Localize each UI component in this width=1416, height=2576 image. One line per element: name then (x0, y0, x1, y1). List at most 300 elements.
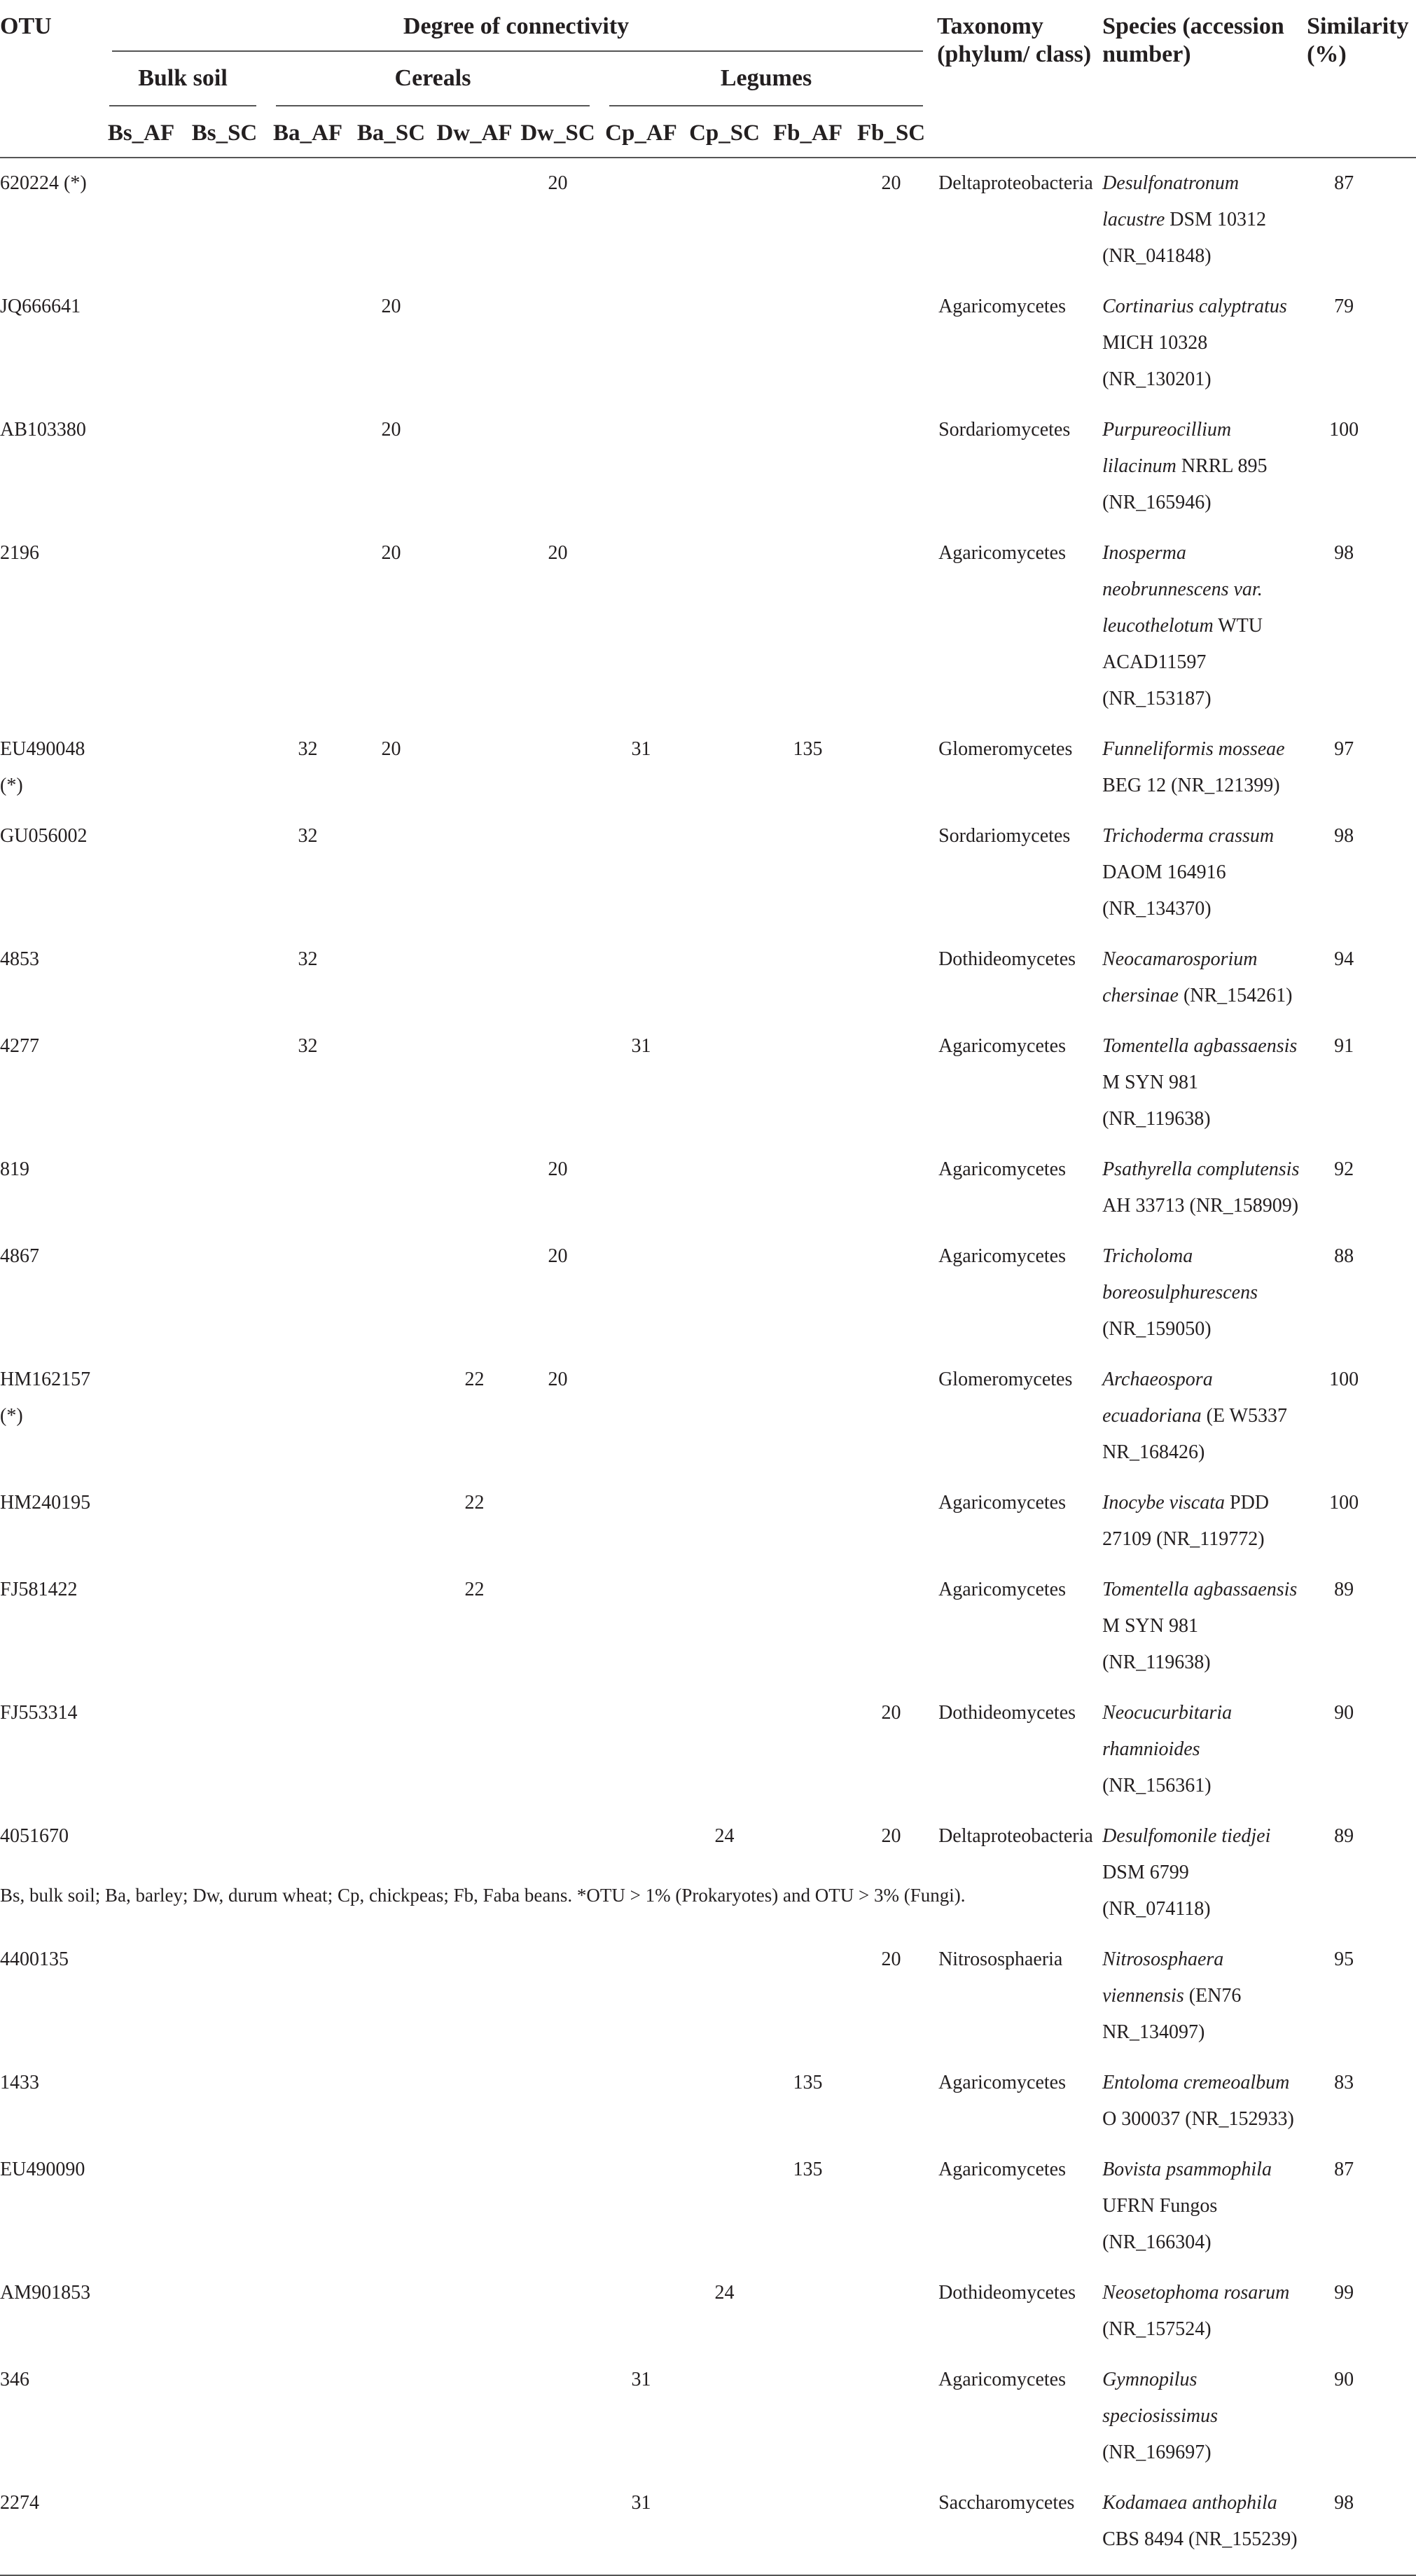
connectivity-cell (683, 1688, 766, 1811)
connectivity-cell (516, 2355, 599, 2478)
connectivity-cell (516, 2145, 599, 2268)
species-name: Psathyrella complutensis (1102, 1158, 1300, 1180)
table-row (0, 1811, 1416, 1934)
connectivity-cell (599, 1144, 683, 1231)
connectivity-cell (599, 528, 683, 724)
connectivity-cell: 32 (298, 738, 318, 760)
connectivity-cell (849, 1478, 933, 1565)
connectivity-cell (683, 2058, 766, 2145)
connectivity-cell (433, 528, 516, 724)
otu-cell: 4400135 (0, 1948, 69, 1970)
connectivity-cell (849, 2145, 933, 2268)
otu-cell: HM162157 (*) (0, 1369, 91, 1427)
connectivity-cell (99, 1811, 183, 1934)
species-cell (1098, 158, 1307, 282)
similarity-cell: 79 (1334, 296, 1354, 317)
similarity-cell: 92 (1334, 1158, 1354, 1180)
connectivity-cell (266, 282, 349, 405)
species-accession: (NR_169697) (1102, 2442, 1212, 2463)
connectivity-cell (599, 2145, 683, 2268)
otu-cell: 4051670 (0, 1825, 69, 1847)
header-similarity: Similarity (%) (1307, 0, 1416, 158)
similarity-cell: 94 (1334, 948, 1354, 970)
species-name: Gymnopilus speciosissimus (1102, 2369, 1218, 2427)
connectivity-cell (766, 2355, 849, 2478)
taxonomy-cell: Agaricomycetes (938, 2369, 1066, 2390)
connectivity-cell (349, 1355, 433, 1478)
species-accession: (E W5337 NR_168426) (1102, 1405, 1287, 1463)
connectivity-cell (349, 2145, 433, 2268)
connectivity-cell (433, 934, 516, 1021)
connectivity-cell (599, 1478, 683, 1565)
connectivity-cell (516, 405, 599, 528)
species-cell (1098, 1688, 1307, 1811)
otu-cell: 346 (0, 2369, 29, 2390)
connectivity-cell (99, 2145, 183, 2268)
connectivity-cell (183, 1021, 266, 1144)
connectivity-cell (183, 2268, 266, 2355)
connectivity-cell (99, 2058, 183, 2145)
table-row (0, 1934, 1416, 2058)
connectivity-cell (849, 1144, 933, 1231)
connectivity-cell (183, 1355, 266, 1478)
species-accession: O 300037 (NR_152933) (1102, 2108, 1294, 2130)
similarity-cell: 98 (1334, 825, 1354, 847)
connectivity-cell: 32 (298, 825, 318, 847)
species-accession: DSM 6799 (NR_074118) (1102, 1862, 1211, 1920)
header-col-bs-af: Bs_AF (99, 108, 183, 158)
species-cell (1098, 1934, 1307, 2058)
connectivity-cell (766, 1811, 849, 1934)
table-footnote: Bs, bulk soil; Ba, barley; Dw, durum wheat; Cp, chickpeas; Fb, Faba beans. *OTU > 1% (Prokaryotes) and OTU > 3% (Fungi). (0, 1885, 966, 1906)
connectivity-cell (683, 724, 766, 811)
otu-cell: FJ581422 (0, 1579, 78, 1600)
connectivity-cell: 32 (298, 948, 318, 970)
header-degree-of-connectivity (99, 0, 933, 57)
species-name: Inocybe viscata (1102, 1492, 1225, 1514)
connectivity-cell: 20 (381, 419, 401, 441)
connectivity-cell (683, 1478, 766, 1565)
table-row (0, 934, 1416, 1021)
species-name: Desulfomonile tiedjei (1102, 1825, 1271, 1847)
connectivity-cell (766, 1144, 849, 1231)
table-row (0, 1688, 1416, 1811)
connectivity-cell (683, 934, 766, 1021)
connectivity-cell (183, 724, 266, 811)
connectivity-cell (433, 2478, 516, 2575)
connectivity-cell (349, 1478, 433, 1565)
connectivity-cell (683, 158, 766, 282)
connectivity-cell (516, 934, 599, 1021)
similarity-cell: 100 (1329, 419, 1359, 441)
connectivity-cell (349, 1688, 433, 1811)
connectivity-cell (266, 528, 349, 724)
connectivity-cell (266, 1565, 349, 1688)
connectivity-cell: 31 (599, 2478, 683, 2575)
species-name: Inosperma neobrunnescens var. leucothelotum (1102, 542, 1263, 637)
connectivity-cell (849, 2355, 933, 2478)
connectivity-cell: 20 (881, 172, 901, 194)
connectivity-cell (433, 158, 516, 282)
header-taxonomy: Taxonomy (phylum/ class) (933, 0, 1098, 158)
connectivity-cell (683, 2355, 766, 2478)
similarity-cell: 99 (1334, 2282, 1354, 2304)
connectivity-cell (266, 2058, 349, 2145)
connectivity-cell (99, 2478, 183, 2575)
connectivity-cell (183, 1565, 266, 1688)
similarity-cell: 87 (1334, 172, 1354, 194)
species-accession: WTU ACAD11597 (NR_153187) (1102, 615, 1263, 709)
connectivity-cell (599, 934, 683, 1021)
connectivity-cell (766, 2268, 849, 2355)
species-name: Purpureocillium lilacinum (1102, 419, 1232, 477)
header-col-cp-af: Cp_AF (599, 108, 683, 158)
otu-cell: GU056002 (0, 825, 88, 847)
connectivity-cell (99, 1355, 183, 1478)
species-accession: (NR_154261) (1183, 985, 1293, 1006)
species-cell (1098, 2355, 1307, 2478)
species-cell (1098, 2478, 1307, 2575)
table-row (0, 1355, 1416, 1478)
connectivity-cell (849, 405, 933, 528)
otu-cell: 2196 (0, 542, 39, 564)
connectivity-cell (99, 1144, 183, 1231)
similarity-cell: 88 (1334, 1245, 1354, 1267)
species-name: Neocucurbitaria rhamnioides (1102, 1702, 1233, 1760)
connectivity-cell: 20 (881, 1702, 901, 1724)
connectivity-cell (349, 1934, 433, 2058)
table-row (0, 1478, 1416, 1565)
connectivity-cell (849, 1355, 933, 1478)
species-name: Trichoderma crassum (1102, 825, 1275, 847)
connectivity-cell: 24 (714, 2282, 735, 2304)
taxonomy-cell: Agaricomycetes (938, 1245, 1066, 1267)
connectivity-cell (849, 1565, 933, 1688)
connectivity-cell (433, 2355, 516, 2478)
header-species: Species (accession number) (1098, 0, 1307, 158)
connectivity-cell (349, 1565, 433, 1688)
species-accession: M SYN 981 (NR_119638) (1102, 1615, 1211, 1673)
species-cell (1098, 1355, 1307, 1478)
header-col-bs-sc: Bs_SC (183, 108, 266, 158)
species-accession: DAOM 164916 (NR_134370) (1102, 861, 1226, 920)
connectivity-cell (766, 1021, 849, 1144)
connectivity-cell (183, 405, 266, 528)
connectivity-cell (683, 405, 766, 528)
connectivity-cell (99, 282, 183, 405)
connectivity-cell (266, 1231, 349, 1355)
species-cell (1098, 405, 1307, 528)
taxonomy-cell: Deltaproteobacteria (938, 1825, 1093, 1847)
connectivity-cell (516, 1811, 599, 1934)
connectivity-cell (99, 811, 183, 934)
connectivity-cell (766, 1565, 849, 1688)
connectivity-cell: 31 (631, 738, 651, 760)
connectivity-cell (266, 1144, 349, 1231)
connectivity-cell (266, 1478, 349, 1565)
connectivity-cell (516, 282, 599, 405)
connectivity-cell (183, 2058, 266, 2145)
otu-cell: 620224 (*) (0, 172, 87, 194)
connectivity-cell (683, 1021, 766, 1144)
taxonomy-cell: Sordariomycetes (938, 825, 1071, 847)
connectivity-cell (849, 811, 933, 934)
header-group-cereals (266, 57, 599, 108)
species-accession: BEG 12 (NR_121399) (1102, 775, 1280, 796)
connectivity-cell (349, 934, 433, 1021)
otu-cell: EU490090 (0, 2159, 85, 2180)
connectivity-cell (599, 811, 683, 934)
connectivity-cell (599, 1565, 683, 1688)
otu-cell: 819 (0, 1158, 29, 1180)
similarity-cell: 98 (1334, 542, 1354, 564)
connectivity-cell (516, 724, 599, 811)
connectivity-cell (433, 2058, 516, 2145)
connectivity-cell (766, 158, 849, 282)
taxonomy-cell: Dothideomycetes (938, 2282, 1076, 2304)
taxonomy-cell: Glomeromycetes (938, 738, 1073, 760)
connectivity-cell (266, 1688, 349, 1811)
otu-cell: AB103380 (0, 419, 86, 441)
connectivity-cell (99, 1231, 183, 1355)
species-accession: CBS 8494 (NR_155239) (1102, 2528, 1298, 2550)
species-cell (1098, 2268, 1307, 2355)
header-col-fb-af: Fb_AF (766, 108, 849, 158)
species-cell (1098, 2145, 1307, 2268)
species-name: Entoloma cremeoalbum (1102, 2072, 1290, 2093)
similarity-cell: 83 (1334, 2072, 1354, 2093)
connectivity-cell (99, 2355, 183, 2478)
header-col-ba-af: Ba_AF (266, 108, 349, 158)
table-row (0, 2355, 1416, 2478)
header-degree-label: Degree of connectivity (403, 13, 630, 39)
table-body (0, 158, 1416, 2575)
connectivity-cell (849, 1021, 933, 1144)
connectivity-cell (266, 1355, 349, 1478)
species-cell (1098, 1231, 1307, 1355)
connectivity-cell (766, 811, 849, 934)
connectivity-cell (683, 1934, 766, 2058)
taxonomy-cell: Dothideomycetes (938, 948, 1076, 970)
otu-cell: AM901853 (0, 2282, 91, 2304)
otu-cell: 4853 (0, 948, 39, 970)
species-accession: PDD 27109 (NR_119772) (1102, 1492, 1270, 1550)
header-group-legumes (599, 57, 933, 108)
taxonomy-cell: Agaricomycetes (938, 1492, 1066, 1514)
connectivity-cell (433, 1811, 516, 1934)
connectivity-cell (266, 2355, 349, 2478)
connectivity-cell (516, 2268, 599, 2355)
connectivity-cell: 20 (548, 1369, 568, 1390)
connectivity-cell (183, 528, 266, 724)
similarity-cell: 95 (1334, 1948, 1354, 1970)
connectivity-cell (849, 724, 933, 811)
connectivity-cell: 22 (464, 1492, 485, 1514)
table-row (0, 811, 1416, 934)
taxonomy-cell: Agaricomycetes (938, 2159, 1066, 2180)
taxonomy-cell: Agaricomycetes (938, 542, 1066, 564)
species-cell (1098, 811, 1307, 934)
connectivity-cell (766, 934, 849, 1021)
similarity-cell: 98 (1307, 2478, 1416, 2575)
species-name: Funneliformis mosseae (1102, 738, 1285, 760)
connectivity-cell (683, 2478, 766, 2575)
similarity-cell: 100 (1329, 1369, 1359, 1390)
taxonomy-cell: Agaricomycetes (938, 2072, 1066, 2093)
connectivity-cell (183, 282, 266, 405)
species-cell (1098, 1478, 1307, 1565)
connectivity-cell (599, 1355, 683, 1478)
species-name: Tomentella agbassaensis (1102, 1579, 1298, 1600)
taxonomy-cell: Saccharomycetes (933, 2478, 1098, 2575)
connectivity-cell (183, 1144, 266, 1231)
connectivity-cell (683, 1355, 766, 1478)
header-col-ba-sc: Ba_SC (349, 108, 433, 158)
connectivity-cell (516, 2478, 599, 2575)
connectivity-cell (683, 811, 766, 934)
connectivity-cell (183, 1478, 266, 1565)
species-name: Cortinarius calyptratus (1102, 296, 1287, 317)
connectivity-cell (683, 1231, 766, 1355)
otu-cell: JQ666641 (0, 296, 81, 317)
species-accession: (NR_156361) (1102, 1775, 1212, 1796)
connectivity-cell (599, 2268, 683, 2355)
species-cell (1098, 1021, 1307, 1144)
connectivity-cell (599, 2058, 683, 2145)
connectivity-cell (183, 1231, 266, 1355)
connectivity-cell (516, 1478, 599, 1565)
connectivity-cell: 24 (714, 1825, 735, 1847)
similarity-cell: 100 (1329, 1492, 1359, 1514)
connectivity-cell (516, 2058, 599, 2145)
connectivity-cell (349, 811, 433, 934)
species-name: Archaeospora ecuadoriana (1102, 1369, 1213, 1427)
taxonomy-cell: Sordariomycetes (938, 419, 1071, 441)
table-header (0, 0, 1416, 158)
table-row (0, 1565, 1416, 1688)
species-name: Tomentella agbassaensis (1102, 1035, 1298, 1057)
connectivity-cell (266, 2268, 349, 2355)
group-label: Legumes (720, 65, 812, 91)
connectivity-cell (433, 1688, 516, 1811)
species-accession: AH 33713 (NR_158909) (1102, 1195, 1299, 1217)
connectivity-cell (99, 1478, 183, 1565)
connectivity-cell (433, 2268, 516, 2355)
connectivity-cell (849, 2268, 933, 2355)
connectivity-cell: 22 (464, 1579, 485, 1600)
connectivity-cell (849, 2058, 933, 2145)
connectivity-cell (183, 2145, 266, 2268)
otu-cell: 1433 (0, 2072, 39, 2093)
connectivity-cell (849, 1231, 933, 1355)
similarity-cell: 89 (1334, 1825, 1354, 1847)
species-accession: (EN76 NR_134097) (1102, 1985, 1242, 2043)
connectivity-cell (266, 2145, 349, 2268)
species-name: Neosetophoma rosarum (1102, 2282, 1290, 2304)
table-row (0, 1231, 1416, 1355)
connectivity-cell (99, 934, 183, 1021)
connectivity-cell (99, 1688, 183, 1811)
header-otu: OTU (0, 0, 99, 158)
connectivity-cell (433, 1021, 516, 1144)
connectivity-cell (599, 158, 683, 282)
species-cell (1098, 1811, 1307, 1934)
species-name: Kodamaea anthophila (1102, 2492, 1277, 2514)
otu-cell: 4867 (0, 1245, 39, 1267)
connectivity-cell (266, 2478, 349, 2575)
header-col-fb-sc: Fb_SC (849, 108, 933, 158)
taxonomy-cell: Agaricomycetes (938, 1579, 1066, 1600)
connectivity-cell (266, 405, 349, 528)
similarity-cell: 90 (1334, 1702, 1354, 1724)
connectivity-cell (183, 1688, 266, 1811)
connectivity-cell: 20 (548, 542, 568, 564)
otu-cell: EU490048 (*) (0, 738, 85, 796)
species-name: Neocamarosporium chersinae (1102, 948, 1258, 1006)
connectivity-cell: 32 (298, 1035, 318, 1057)
connectivity-cell: 22 (464, 1369, 485, 1390)
connectivity-cell (349, 2478, 433, 2575)
connectivity-cell (433, 282, 516, 405)
connectivity-cell (599, 1811, 683, 1934)
connectivity-cell (599, 1688, 683, 1811)
similarity-cell: 97 (1334, 738, 1354, 760)
connectivity-cell (349, 1021, 433, 1144)
connectivity-cell (349, 2058, 433, 2145)
connectivity-cell (349, 2355, 433, 2478)
connectivity-cell: 20 (881, 1948, 901, 1970)
species-accession: NRRL 895 (NR_165946) (1102, 455, 1268, 513)
connectivity-cell (266, 1811, 349, 1934)
connectivity-cell (516, 1688, 599, 1811)
connectivity-cell: 135 (793, 2072, 823, 2093)
taxonomy-cell: Agaricomycetes (938, 296, 1066, 317)
connectivity-cell (516, 1934, 599, 2058)
taxonomy-cell: Agaricomycetes (938, 1158, 1066, 1180)
connectivity-cell (183, 811, 266, 934)
table-row (0, 2145, 1416, 2268)
species-accession: DSM 10312 (NR_041848) (1102, 209, 1266, 267)
connectivity-cell: 20 (548, 1158, 568, 1180)
similarity-cell: 90 (1334, 2369, 1354, 2390)
species-accession: (NR_157524) (1102, 2318, 1212, 2340)
connectivity-cell (766, 1934, 849, 2058)
header-col-cp-sc: Cp_SC (683, 108, 766, 158)
connectivity-cell (766, 1231, 849, 1355)
connectivity-cell: 20 (548, 172, 568, 194)
connectivity-cell (99, 158, 183, 282)
connectivity-cell (849, 934, 933, 1021)
table-row (0, 2058, 1416, 2145)
connectivity-cell: 135 (793, 738, 823, 760)
species-name: Tricholoma boreosulphurescens (1102, 1245, 1258, 1303)
connectivity-cell (183, 2478, 266, 2575)
connectivity-cell (766, 528, 849, 724)
connectivity-cell (766, 1688, 849, 1811)
connectivity-cell (433, 1231, 516, 1355)
connectivity-cell (683, 2145, 766, 2268)
connectivity-cell (849, 528, 933, 724)
connectivity-cell (433, 405, 516, 528)
connectivity-cell: 31 (631, 1035, 651, 1057)
connectivity-cell (683, 528, 766, 724)
connectivity-cell (183, 1811, 266, 1934)
header-col-dw-af: Dw_AF (433, 108, 516, 158)
connectivity-cell (683, 1565, 766, 1688)
connectivity-cell (433, 811, 516, 934)
similarity-cell: 89 (1334, 1579, 1354, 1600)
connectivity-cell (99, 1021, 183, 1144)
